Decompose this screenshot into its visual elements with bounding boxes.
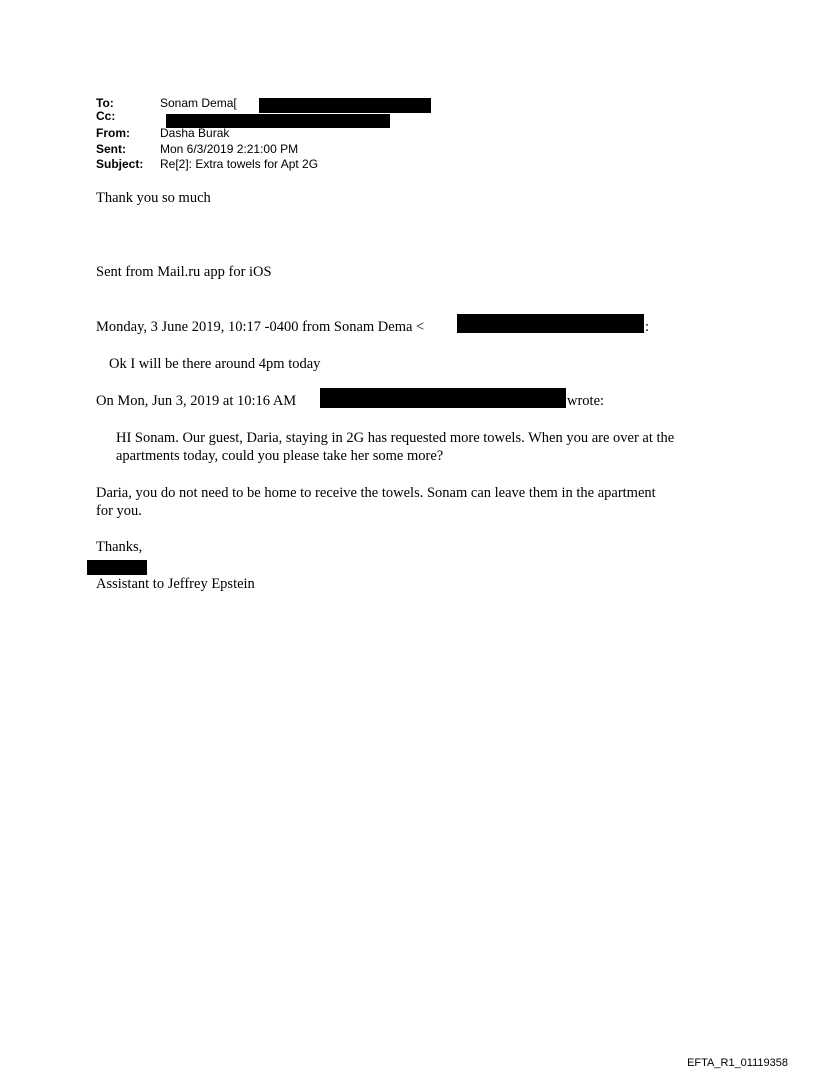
subject-label: Subject: <box>96 157 144 171</box>
quote2-header: On Mon, Jun 3, 2019 at 10:16 AM <box>96 393 297 409</box>
quote1-text: Ok I will be there around 4pm today <box>109 356 321 372</box>
redaction-quote1-email <box>457 314 644 333</box>
redaction-sender-name <box>87 560 147 575</box>
subject-value: Re[2]: Extra towels for Apt 2G <box>160 157 319 171</box>
redaction-to-email <box>259 98 431 113</box>
quote1-header: Monday, 3 June 2019, 10:17 -0400 from Sonam Dema < <box>96 319 425 335</box>
sent-value: Mon 6/3/2019 2:21:00 PM <box>160 142 299 156</box>
signature-title: Assistant to Jeffrey Epstein <box>96 576 255 592</box>
mailru-signature: Sent from Mail.ru app for iOS <box>96 264 272 280</box>
cc-label: Cc: <box>96 109 116 123</box>
from-value: Dasha Burak <box>160 126 230 140</box>
sent-label: Sent: <box>96 142 126 156</box>
thanks-line: Thank you so much <box>96 190 211 206</box>
closing-thanks: Thanks, <box>96 539 143 555</box>
quote2-paragraph-1: HI Sonam. Our guest, Daria, staying in 2G has requested more towels. When you are over at the apartments today, could you please take her some more? <box>116 430 675 464</box>
from-label: From: <box>96 126 130 140</box>
quote2-paragraph-2 <box>96 484 666 520</box>
quote1-header-end: : <box>645 319 650 335</box>
document-id: EFTA_R1_01119358 <box>687 1057 788 1069</box>
redaction-quote2-sender <box>320 388 566 408</box>
quote2-header-end: wrote: <box>567 393 605 409</box>
to-value: Sonam Dema[ <box>160 96 237 110</box>
quote2-paragraph-2-text: Daria, you do not need to be home to receive the towels. Sonam can leave them in the apartment for you. <box>96 485 656 519</box>
to-label: To: <box>96 96 114 110</box>
